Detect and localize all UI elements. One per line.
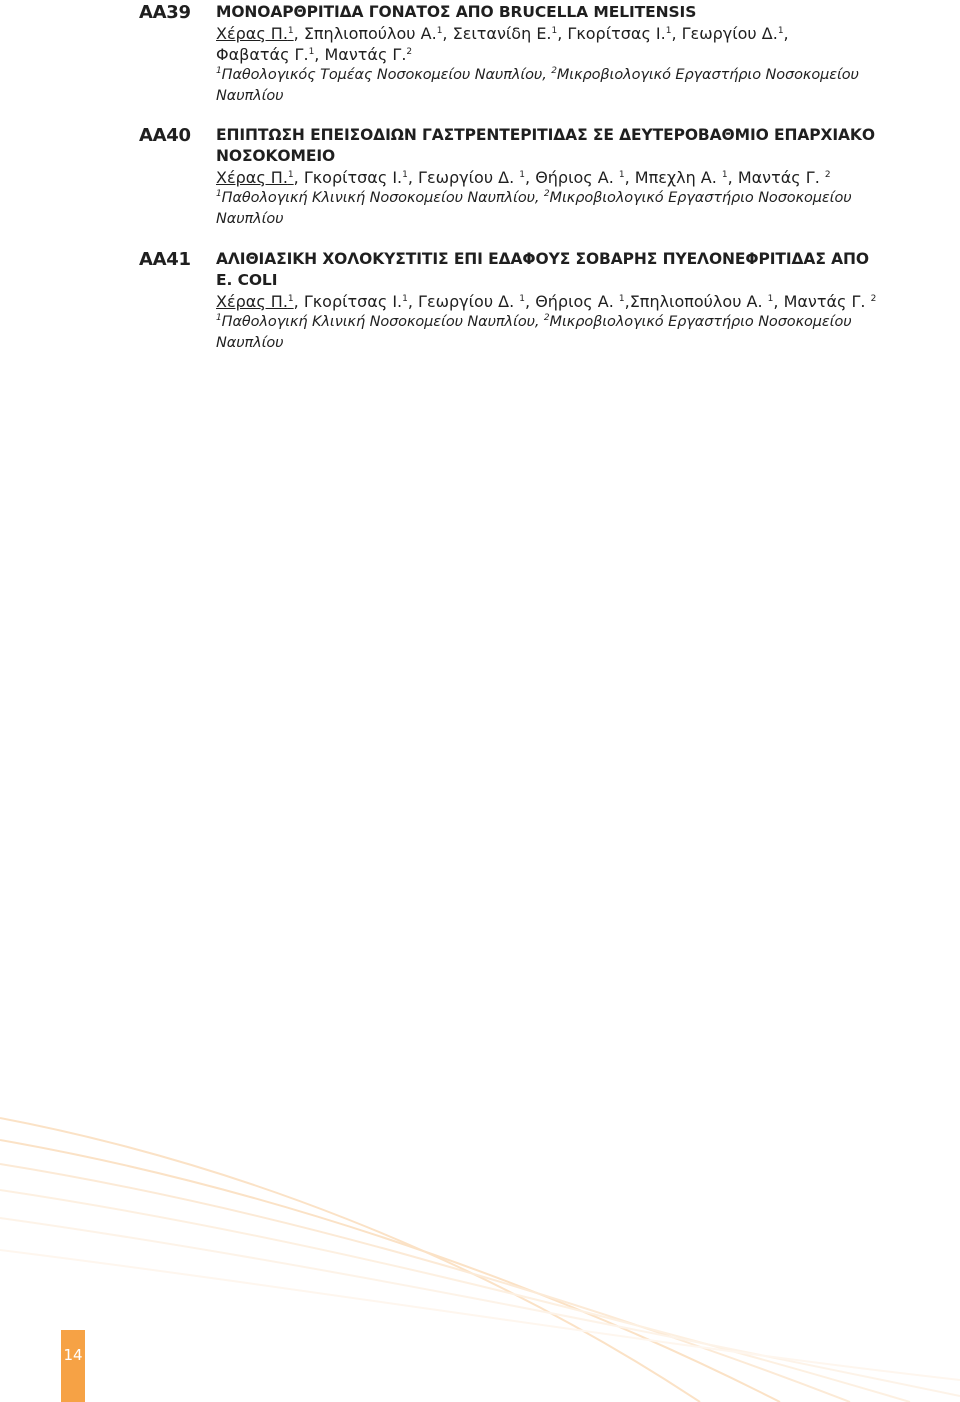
author-separator: , bbox=[783, 24, 789, 43]
author: , Γκορίτσας Ι.$^1$ bbox=[557, 24, 672, 43]
abstract-body bbox=[216, 249, 946, 354]
author: , Μπεχλη Α. $^1$ bbox=[624, 168, 728, 187]
affiliations bbox=[216, 65, 946, 107]
author: , Γεωργίου Δ. $^1$ bbox=[407, 292, 526, 311]
abstract-body bbox=[216, 2, 946, 107]
author: Φαβατάς Γ.$^1$ bbox=[216, 45, 315, 64]
affiliation-line: $^1$Παθολογική Κλινική Νοσοκομείου Ναυπλίου, $^2$Μικροβιολογικό Εργαστήριο Νοσοκομείου bbox=[216, 313, 852, 330]
title-line: ΜΟΝΟΑΡΘΡΙΤΙΔΑ ΓΟΝΑΤΟΣ ΑΠΟ BRUCELLA MELITENSIS bbox=[216, 3, 697, 21]
author: , Μαντάς Γ. $^2$ bbox=[727, 168, 831, 187]
page-number: 14 bbox=[63, 1346, 83, 1364]
title-line: ΑΛΙΘΙΑΣΙΚΗ ΧΟΛΟΚΥΣΤΙΤΙΣ ΕΠΙ ΕΔΑΦΟΥΣ ΣΟΒΑΡΗΣ ΠΥΕΛΟΝΕΦΡΙΤΙΔΑΣ ΑΠΟ bbox=[216, 250, 869, 268]
affiliations bbox=[216, 312, 946, 354]
decorative-swoosh bbox=[0, 1100, 960, 1402]
affiliation-line: Ναυπλίου bbox=[216, 335, 284, 351]
authors-line bbox=[216, 23, 946, 44]
title-line: ΕΠΙΠΤΩΣΗ ΕΠΕΙΣΟΔΙΩΝ ΓΑΣΤΡΕΝΤΕΡΙΤΙΔΑΣ ΣΕ ΔΕΥΤΕΡΟΒΑΘΜΙΟ ΕΠΑΡΧΙΑΚΟ bbox=[216, 126, 875, 144]
swoosh-line bbox=[0, 1140, 780, 1402]
author: , Θήριος Α. $^1$ bbox=[525, 168, 625, 187]
abstract-entry-40 bbox=[0, 125, 960, 235]
presenting-author: Χέρας Π.$^1$ bbox=[216, 168, 294, 187]
author: , Σειτανίδη Ε.$^1$ bbox=[442, 24, 558, 43]
title-line: ΝΟΣΟΚΟΜΕΙΟ bbox=[216, 147, 336, 165]
abstract-code: ΑΑ39 bbox=[139, 2, 191, 23]
presenting-author: Χέρας Π.$^1$ bbox=[216, 24, 294, 43]
title-line: E. COLI bbox=[216, 271, 278, 289]
affiliation-line: $^1$Παθολογικός Τομέας Νοσοκομείου Ναυπλίου, $^2$Μικροβιολογικό Εργαστήριο Νοσοκομείου bbox=[216, 66, 859, 83]
authors-list bbox=[216, 23, 946, 65]
affiliations bbox=[216, 188, 946, 230]
abstract-entry-39 bbox=[0, 2, 960, 107]
presenting-author: Χέρας Π.$^1$ bbox=[216, 292, 294, 311]
author: , Μαντάς Γ. $^2$ bbox=[773, 292, 877, 311]
authors-line bbox=[216, 167, 946, 188]
authors-line bbox=[216, 44, 946, 65]
swoosh-line bbox=[0, 1218, 960, 1396]
abstract-title bbox=[216, 125, 946, 167]
author: , Γκορίτσας Ι.$^1$ bbox=[293, 168, 408, 187]
author: , Γκορίτσας Ι.$^1$ bbox=[293, 292, 408, 311]
abstract-title bbox=[216, 249, 946, 291]
swoosh-line bbox=[0, 1250, 960, 1380]
abstract-title bbox=[216, 2, 946, 23]
author: , Θήριος Α. $^1$ bbox=[525, 292, 625, 311]
affiliation-line: Ναυπλίου bbox=[216, 211, 284, 227]
abstract-code: ΑΑ40 bbox=[139, 125, 191, 146]
affiliation-line: $^1$Παθολογική Κλινική Νοσοκομείου Ναυπλίου, $^2$Μικροβιολογικό Εργαστήριο Νοσοκομείου bbox=[216, 189, 852, 206]
swoosh-line bbox=[0, 1190, 910, 1402]
affiliation-line: Ναυπλίου bbox=[216, 88, 284, 104]
author: , Μαντάς Γ.$^2$ bbox=[314, 45, 413, 64]
author: , Γεωργίου Δ. $^1$ bbox=[407, 168, 526, 187]
page-number-tab bbox=[61, 1330, 85, 1402]
authors-list bbox=[216, 291, 946, 312]
author: ,Σπηλιοπούλου Α. $^1$ bbox=[624, 292, 774, 311]
abstract-body bbox=[216, 125, 946, 230]
authors-line bbox=[216, 291, 946, 312]
author: , Σπηλιοπούλου Α.$^1$ bbox=[293, 24, 443, 43]
author: , Γεωργίου Δ.$^1$ bbox=[671, 24, 784, 43]
abstract-code: ΑΑ41 bbox=[139, 249, 191, 270]
swoosh-line bbox=[0, 1164, 850, 1402]
authors-list bbox=[216, 167, 946, 188]
abstract-entry-41 bbox=[0, 249, 960, 359]
